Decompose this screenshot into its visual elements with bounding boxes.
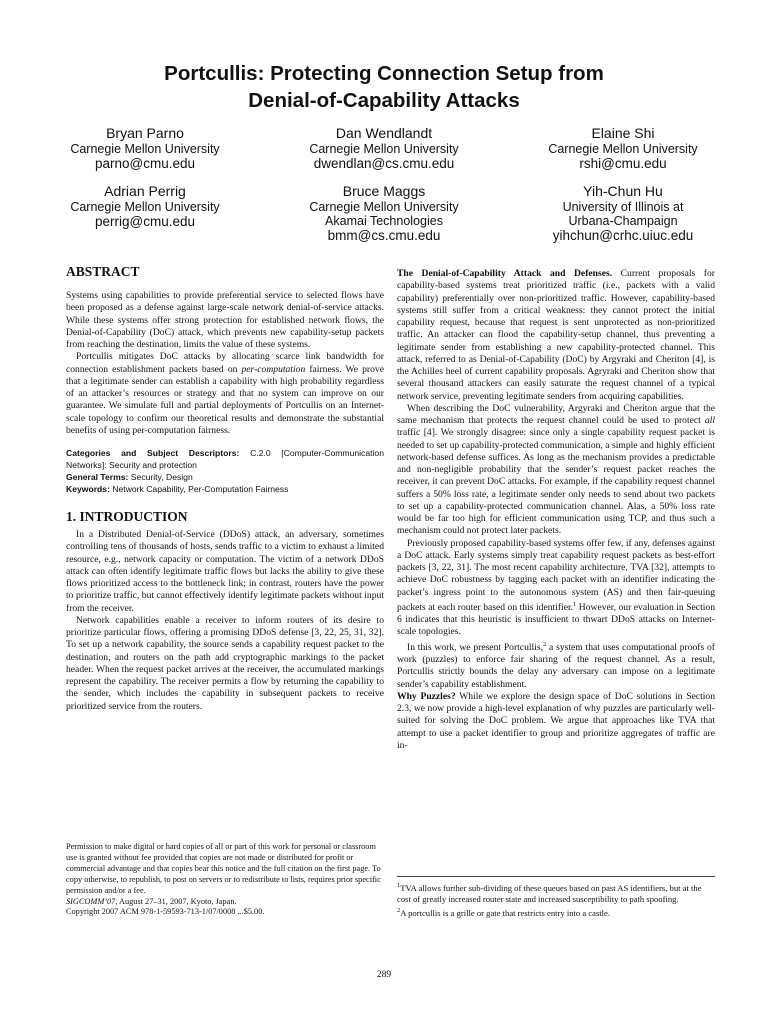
title-line-2: Denial-of-Capability Attacks [248,89,520,112]
runin-heading: Why Puzzles? [397,690,456,702]
author-affiliation: Carnegie Mellon University [309,200,459,214]
text-run: However, our evaluation in Section 6 indicates that this heuristic is insufficient to thwart DDoS attacks on Internet-scale topologies. [397,601,715,638]
text-run: Portcullis mitigates DoC attacks by allocating scarce link bandwidth for connection establishment packets based on [66,351,384,375]
categories-text: C.2.0 [Computer-Communication Networks]: Security and protection [66,448,384,470]
page-number: 289 [376,970,392,980]
author-email: perrig@cmu.edu [95,214,195,229]
author-perrig [40,182,250,238]
categories-block [66,447,384,495]
author-affiliation: University of Illinois at [562,200,684,214]
footnote-ref: 1 [573,600,577,608]
text-run: fairness. We prove that a legitimate sender can establish a capability with high probability regardless of an attacker’s resources or strategy and that no system can improve on our guarantee. We simulate full and partial deployments of Portcullis on an Internet-scale topology to confirm our theoretical results and demonstrate the substantial benefits of using per-computation fairness. [66,363,384,436]
footnote-2 [397,905,715,919]
left-column [66,264,384,713]
intro-paragraph-1: In a Distributed Denial-of-Service (DDoS) attack, an adversary, sometimes controlling tens of thousands of hosts, sends traffic to a victim to exhaust a limited resource, e.g., network capacity or computation. The victim of a network DDoS attack can often identify legitimate traffic flows but lacks the ability to give these flows prioritized access to the bottleneck link; in contrast, routers have the power to prioritize traffic, but cannot effectively identify legitimate packets without input from the receiver. [66,529,384,614]
runin-heading: The Denial-of-Capability Attack and Defenses. [397,268,613,279]
author-parno [40,124,250,180]
doc-vulnerability-paragraph [397,403,715,538]
previous-systems-paragraph [397,538,715,639]
author-affiliation: Carnegie Mellon University [309,142,459,156]
title-line-1: Portcullis: Protecting Connection Setup from [164,62,604,85]
author-row-2 [40,182,728,243]
author-affiliation-2: Akamai Technologies [325,214,443,228]
footnotes [397,876,715,919]
author-name: Adrian Perrig [104,183,186,199]
author-email: bmm@cs.cmu.edu [327,228,441,243]
author-affiliation: Carnegie Mellon University [70,200,220,214]
author-hu [518,182,728,243]
abstract-paragraph-1: Systems using capabilities to provide preferential service to selected flows have been proposed as a defense against large-scale network denial-of-service attacks. While these systems offer strong protection for established network flows, the Denial-of-Capability (DoC) attack, which prevents new capability-setup packets from reaching the destination, limits the value of these systems. [66,290,384,350]
text-run: a system that uses computational proofs of work (puzzles) to enforce fair sharing of the request channel. As a result, Portcullis strictly bounds the delay any adversary can impose on a legitimate sender’s capability establishment. [397,641,715,690]
text-run: Current proposals for capability-based systems treat prioritized traffic (i.e., packets with a valid capability) preferentially over non-prioritized traffic. However, capability-based systems still suffer from a critical weakness: they cannot protect the initial capability request, because that request is sent unprotected as non-prioritized traffic. An attacker can flood the capability-setup channel, thus preventing a legitimate sender from establishing a new capability-protected channel. This attack, referred to as Denial-of-Capability (DoC) by Argyraki and Cheriton [4], is the Achilles heel of current capability proposals. Agryraki and Cheriton show that several thousand attackers can easily saturate the request channel of a typical network service, preventing legitimate senders from acquiring capabilities. [397,268,715,402]
author-affiliation: Carnegie Mellon University [548,142,698,156]
author-affiliation: Carnegie Mellon University [70,142,220,156]
author-name: Bryan Parno [106,125,184,141]
footnote-mark: 1 [397,882,401,889]
footnote-text: TVA allows further sub-dividing of these queues based on past AS identifiers, but at the cost of greatly increased router state and increased susceptibility to path spoofing. [397,882,702,904]
author-email: yihchun@crhc.uiuc.edu [552,228,694,243]
keywords-text: Network Capability, Per-Computation Fairness [109,484,289,494]
copyright-line: Copyright 2007 ACM 978-1-59593-713-1/07/0008 ...$5.00. [66,907,265,917]
permission-notice [66,842,384,918]
paper-title [40,60,728,114]
permission-text: Permission to make digital or hard copies of all or part of this work for personal or classroom use is granted without fee provided that copies are not made or distributed for profit or commercial advantage and that copies bear this notice and the full citation on the first page. To copy otherwise, to republish, to post on servers or to redistribute to lists, requires prior specific permission and/or a fee. [66,842,381,895]
introduction-heading: 1. INTRODUCTION [66,509,188,524]
footnote-text: A portcullis is a grille or gate that restricts entry into a castle. [400,907,611,918]
author-name: Bruce Maggs [342,183,426,199]
text-run: In this work, we present Portcullis, [407,641,543,653]
footnote-1 [397,880,715,905]
why-puzzles-paragraph [397,691,715,752]
footnote-ref: 2 [543,640,547,648]
emphasis: per-computation [241,363,306,375]
right-column [397,268,715,752]
venue-name: SIGCOMM’07, [66,896,118,906]
doc-attack-paragraph [397,268,715,403]
abstract-paragraph-2 [66,351,384,437]
footnote-mark: 2 [397,906,401,914]
categories-label: Categories and Subject Descriptors: [66,448,240,458]
author-email: parno@cmu.edu [94,156,195,171]
text-run: traffic [4]. We strongly disagree: since only a single capability request packet is needed to set up capability-protected communication, a simple and highly efficient network-based defense suffices. As long as the mechanism provides a predictable and non-negligible probability that the sender’s request packet reaches the receiver, it can prevent DoC attacks. For example, if the capability request channel suffers a 50% loss rate, a legitimate sender only needs to send about two packets to set up a capability-protected communication channel. Alas, a 50% loss rate would be far too high for efficient communication using TCP, and thus such a mechanism could not protect later packets. [397,427,715,537]
author-shi [518,124,728,180]
text-run: When describing the DoC vulnerability, Argyraki and Cheriton argue that the same mechanism that protects the request channel could be used to protect [397,402,715,426]
venue-details: August 27–31, 2007, Kyoto, Japan. [117,896,237,906]
terms-text: Security, Design [128,472,193,482]
author-email: rshi@cmu.edu [579,156,667,171]
abstract-heading: ABSTRACT [66,264,140,279]
emphasis: all [704,415,715,426]
text-run: While we explore the design space of DoC solutions in Section 2.3, we now provide a high-level explanation of why puzzles are particularly well-suited for solving the DoC problem. We argue that approaches like TVA that attempt to use a packet identifier to group and prioritize aggregates of traffic are in- [397,690,716,751]
author-name: Yih-Chun Hu [583,183,663,199]
keywords-label: Keywords: [66,484,110,494]
author-affiliation-2: Urbana-Champaign [568,214,678,228]
author-email: dwendlan@cs.cmu.edu [313,156,455,171]
author-wendlandt [279,124,489,180]
author-maggs [279,182,489,243]
intro-paragraph-2: Network capabilities enable a receiver to inform routers of its desire to prioritize particular flows, offering a promising DDoS defense [3, 22, 25, 31, 32]. To set up a network capability, the source sends a capability request packet to the destination, and routers on the path add cryptographic markings to the packet header. When the request packet arrives at the receiver, the accumulated markings represent the capability. The receiver permits a flow by returning the capability to the sender, which includes the capability in subsequent packets to receive prioritized service from the routers. [66,614,384,712]
author-row-1 [40,124,728,180]
author-name: Elaine Shi [591,125,655,141]
terms-label: General Terms: [66,472,129,482]
venue-line [66,897,384,908]
author-name: Dan Wendlandt [335,125,433,141]
categories-line [66,447,384,471]
terms-line [66,471,384,483]
author-block [40,124,728,243]
text-run: Previously proposed capability-based systems offer few, if any, defenses against a DoC attack. Early systems simply treat capability request packets as best-effort packets [3, 22, 31]. The most recent capability architecture, TVA [32], attempts to achieve DoC robustness by tagging each packet with an identifier indicating the packet’s ingress point to the autonomous system (AS) and then fair-queuing packets at each router based on this identifier. [397,537,715,613]
portcullis-paragraph [397,639,715,691]
keywords-line [66,483,384,495]
